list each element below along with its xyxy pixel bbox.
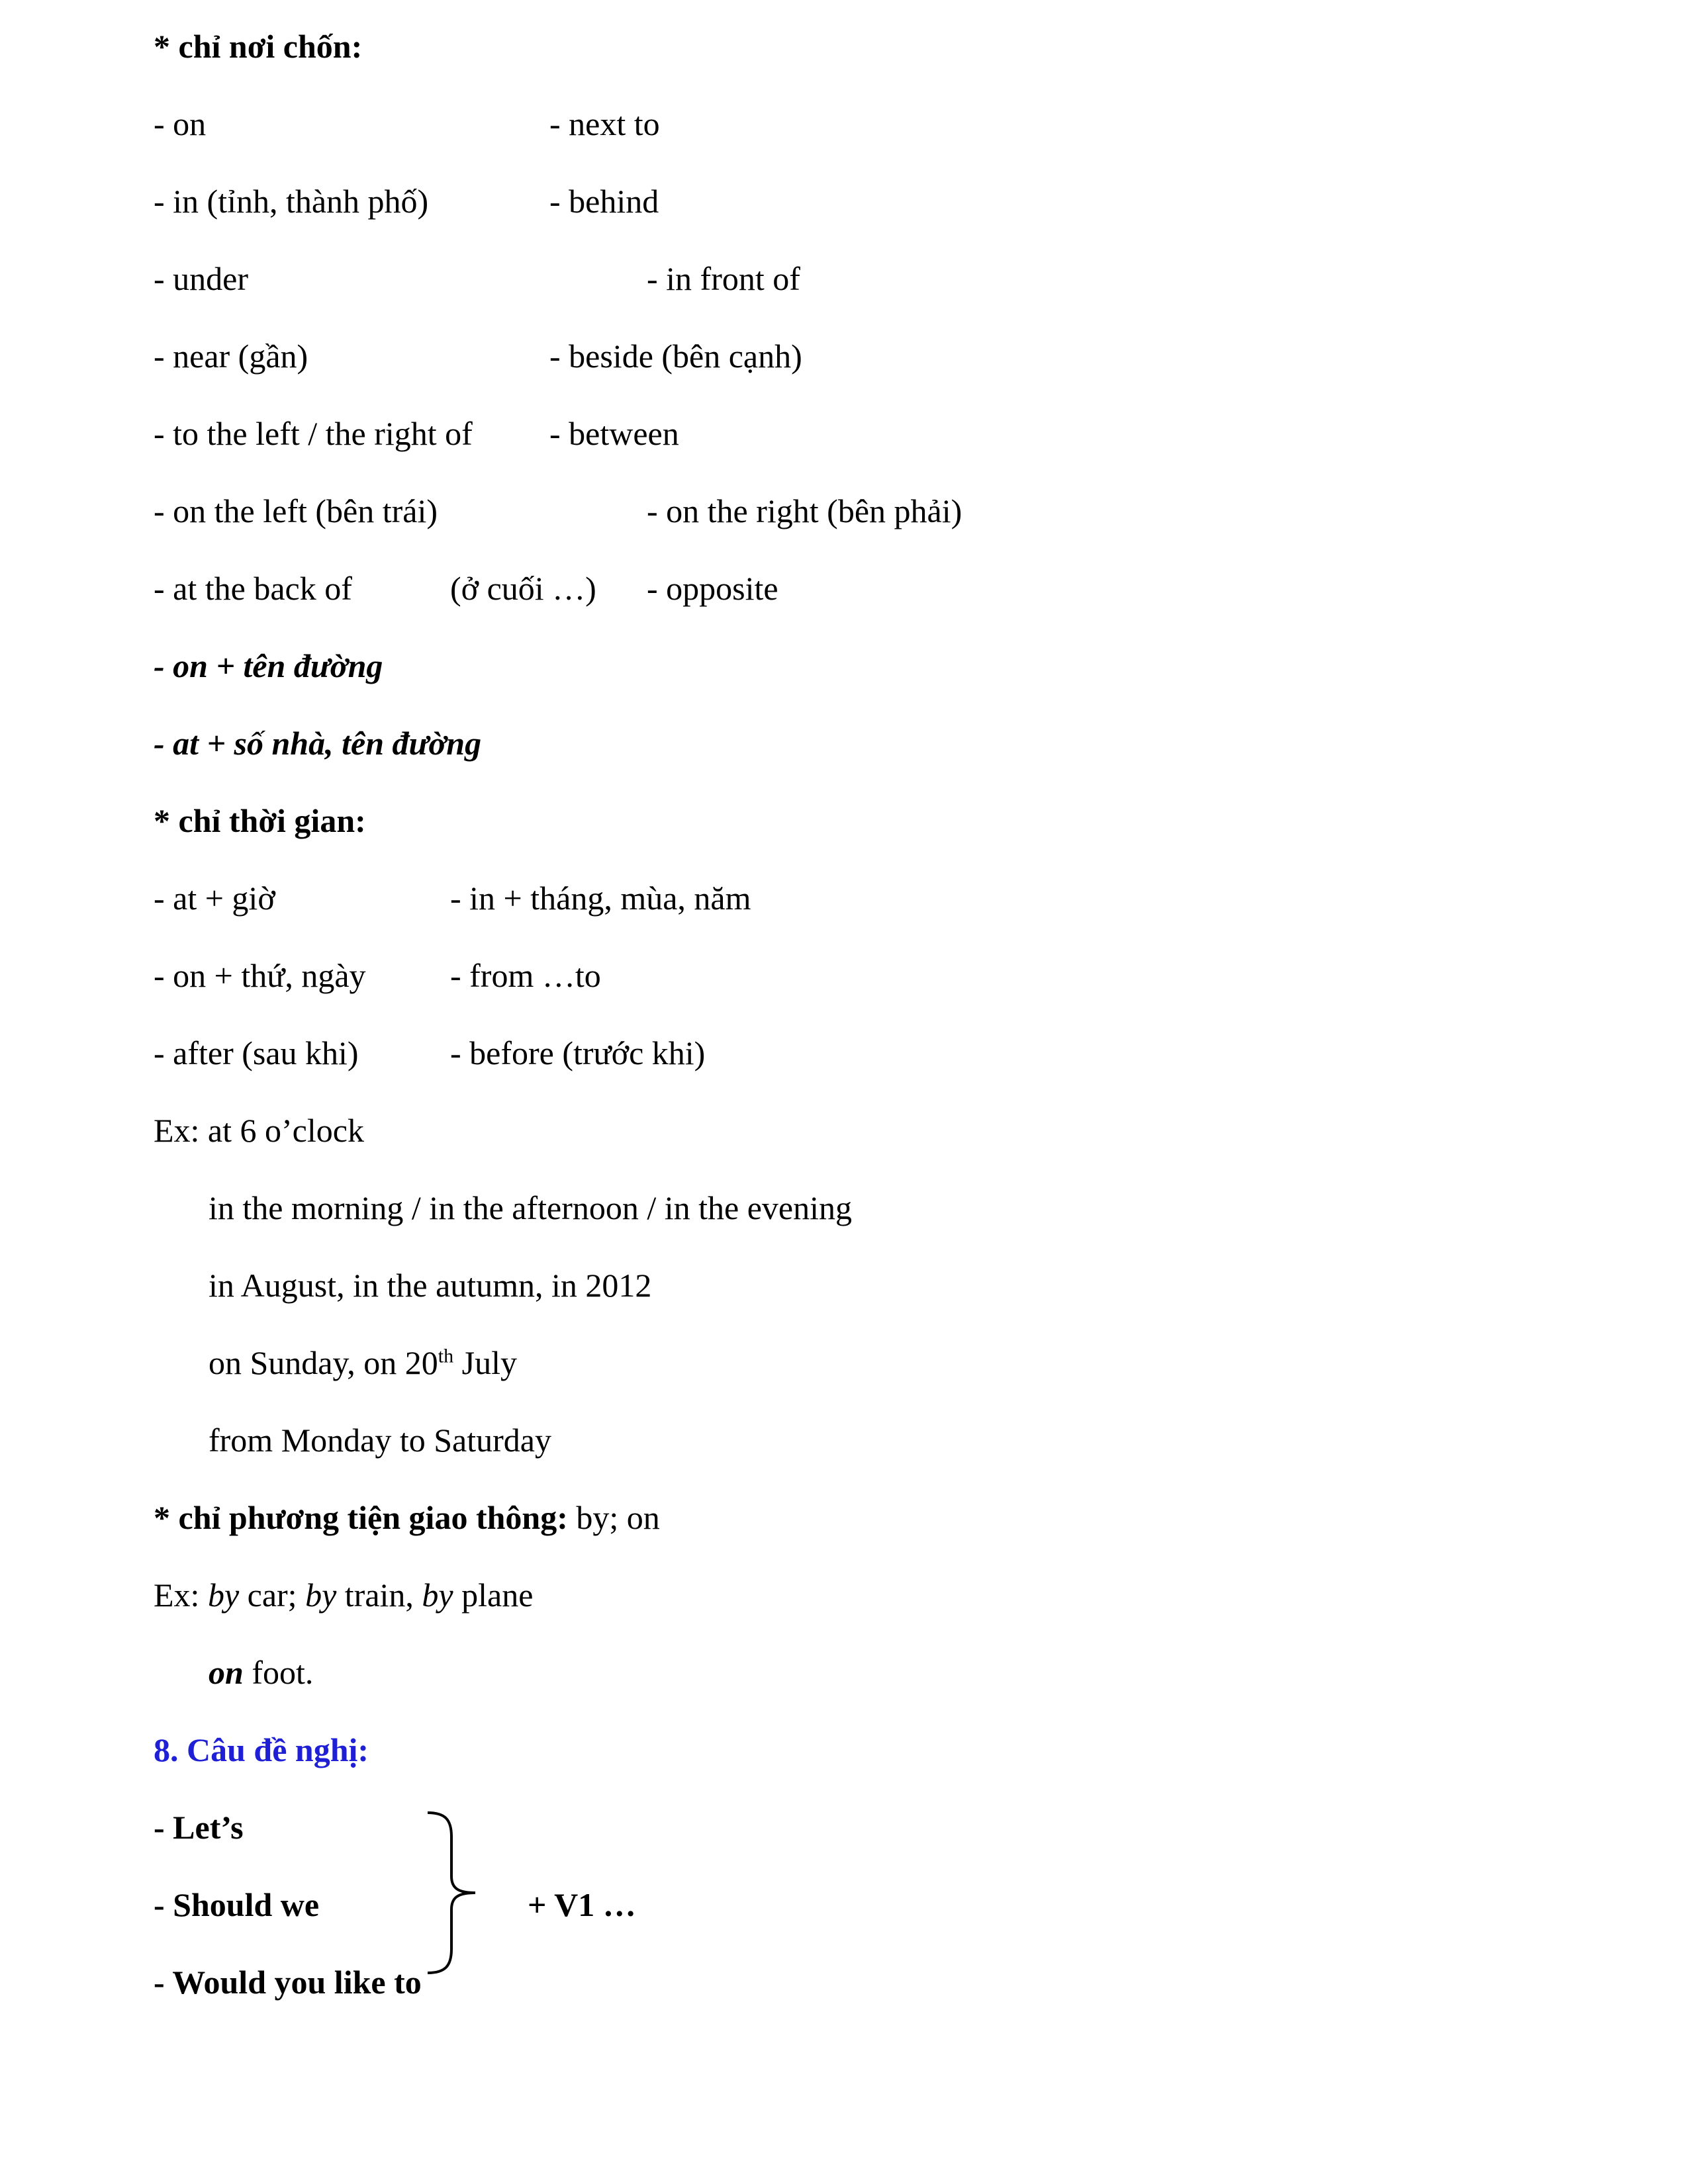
place-row-2-right: - behind	[549, 183, 659, 220]
place-row-7-middle: (ở cuối …)	[450, 570, 596, 607]
right-curly-brace-icon	[425, 1810, 485, 1976]
place-row-2-left: - in (tỉnh, thành phố)	[154, 183, 429, 220]
transport-ex-word-3: plane	[453, 1576, 534, 1614]
time-example-3: in August, in the autumn, in 2012	[209, 1267, 652, 1304]
suggestion-item-should-we: - Should we	[154, 1886, 320, 1923]
place-row-1-right: - next to	[549, 105, 660, 142]
transport-heading	[154, 1498, 660, 1537]
suggestion-result: + V1 …	[528, 1886, 636, 1923]
transport-example-1	[154, 1575, 533, 1615]
transport-ex-by-1: by	[207, 1576, 240, 1614]
place-row-6-left: - on the left (bên trái)	[154, 492, 438, 529]
place-row-3-left: - under	[154, 260, 248, 297]
time-row-2-right: - from …to	[450, 957, 601, 994]
place-row-4-right: - beside (bên cạnh)	[549, 338, 802, 375]
ordinal-suffix: th	[438, 1345, 454, 1367]
time-example-1: Ex: at 6 o’clock	[154, 1112, 364, 1149]
place-row-5-left: - to the left / the right of	[154, 415, 473, 452]
rule-at-address: - at + số nhà, tên đường	[154, 725, 482, 762]
transport-heading-values: by; on	[567, 1499, 660, 1536]
transport-ex-foot: foot.	[243, 1654, 314, 1691]
suggestion-heading: 8. Câu đề nghị:	[154, 1731, 369, 1768]
transport-ex-word-2: train,	[336, 1576, 422, 1614]
time-example-4	[209, 1343, 517, 1383]
transport-ex-word-1: car;	[239, 1576, 306, 1614]
place-row-7-right: - opposite	[647, 570, 778, 607]
time-example-4-post: July	[453, 1344, 517, 1381]
place-heading: * chỉ nơi chốn:	[154, 28, 363, 65]
time-row-2-left: - on + thứ, ngày	[154, 957, 366, 994]
place-row-6-right: - on the right (bên phải)	[647, 492, 962, 529]
suggestion-item-would-you-like-to: - Would you like to	[154, 1964, 422, 2001]
time-row-1-left: - at + giờ	[154, 880, 275, 917]
transport-ex-by-3: by	[422, 1576, 453, 1614]
transport-example-2	[209, 1653, 313, 1692]
transport-ex-by-2: by	[305, 1576, 337, 1614]
place-row-7-left: - at the back of	[154, 570, 352, 607]
transport-ex-prefix: Ex:	[154, 1576, 208, 1614]
transport-ex-on: on	[209, 1654, 244, 1691]
time-example-2: in the morning / in the afternoon / in the evening	[209, 1189, 852, 1226]
time-example-4-pre: on Sunday, on 20	[209, 1344, 438, 1381]
transport-heading-label: * chỉ phương tiện giao thông:	[154, 1499, 568, 1536]
suggestion-item-lets: - Let’s	[154, 1809, 244, 1846]
time-example-5: from Monday to Saturday	[209, 1422, 551, 1459]
place-row-5-right: - between	[549, 415, 679, 452]
rule-on-street: - on + tên đường	[154, 647, 383, 684]
place-row-4-left: - near (gần)	[154, 338, 308, 375]
place-row-1-left: - on	[154, 105, 207, 142]
time-row-3-left: - after (sau khi)	[154, 1034, 359, 1071]
time-row-3-right: - before (trước khi)	[450, 1034, 706, 1071]
place-row-3-right: - in front of	[647, 260, 800, 297]
time-row-1-right: - in + tháng, mùa, năm	[450, 880, 751, 917]
time-heading: * chỉ thời gian:	[154, 802, 366, 839]
